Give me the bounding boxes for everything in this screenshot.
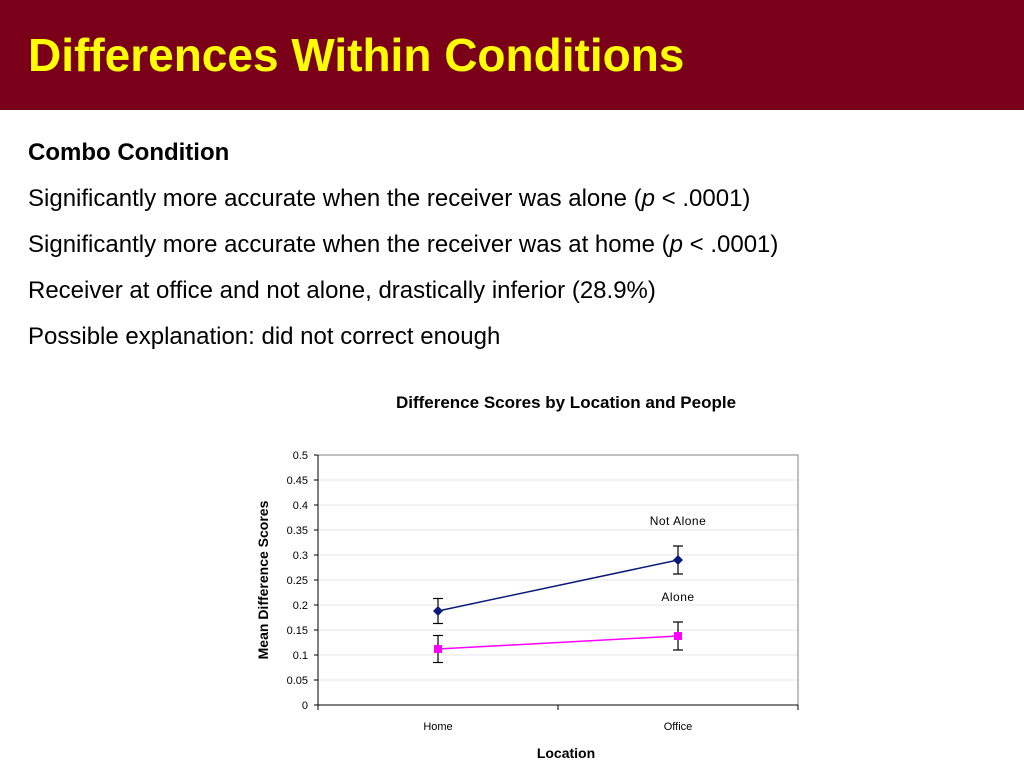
x-tick-label: Home [423, 721, 453, 733]
y-axis-title: Mean Difference Scores [255, 500, 271, 660]
bullet-4: Possible explanation: did not correct enough [28, 323, 501, 350]
bullet-2: Significantly more accurate when the receiver was at home (p < .0001) [28, 231, 779, 258]
bullet-1: Significantly more accurate when the receiver was alone (p < .0001) [28, 185, 751, 212]
bullet-3: Receiver at office and not alone, drastically inferior (28.9%) [28, 277, 656, 304]
y-tick-label: 0.4 [292, 500, 308, 512]
series-line [438, 560, 678, 611]
data-point [674, 632, 682, 640]
chart-title: Difference Scores by Location and People [395, 393, 737, 412]
x-axis-title: Location [536, 745, 596, 761]
data-point [434, 645, 442, 653]
series-line [438, 636, 678, 649]
data-point [433, 606, 443, 616]
y-tick-label: 0 [301, 700, 308, 712]
subheading: Combo Condition [28, 139, 230, 166]
title-bar [0, 0, 1024, 110]
x-tick-label: Office [663, 721, 693, 733]
y-tick-label: 0.2 [292, 600, 308, 612]
bullet-list [28, 138, 1008, 368]
y-tick-label: 0.15 [286, 625, 308, 637]
y-tick-label: 0.35 [286, 525, 308, 537]
slide-title: Differences Within Conditions [28, 29, 685, 81]
y-tick-label: 0.1 [292, 650, 308, 662]
line-chart [230, 380, 830, 765]
y-tick-label: 0.5 [292, 450, 308, 462]
y-tick-label: 0.05 [286, 675, 308, 687]
data-point [673, 555, 683, 565]
y-tick-label: 0.3 [292, 550, 308, 562]
series-label: Alone [661, 590, 695, 604]
y-tick-label: 0.25 [286, 575, 308, 587]
y-tick-label: 0.45 [286, 475, 308, 487]
series-label: Not Alone [649, 514, 707, 528]
